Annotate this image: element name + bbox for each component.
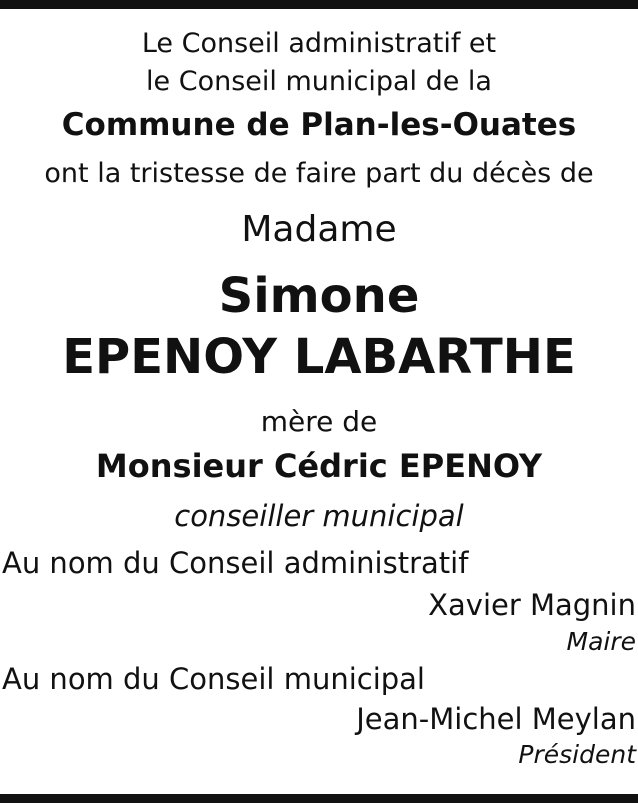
intro-line-1: Le Conseil administratif et (141, 28, 497, 59)
top-border-rule (0, 0, 638, 9)
commune-name: Commune de Plan-les-Ouates (61, 107, 577, 143)
son-name: Monsieur Cédric EPENOY (95, 447, 543, 485)
deceased-last-name: EPENOY LABARTHE (62, 329, 576, 385)
intro-line-2: le Conseil municipal de la (146, 66, 492, 97)
signer-title: Maire (566, 627, 636, 656)
son-role: conseiller municipal (174, 499, 464, 533)
deceased-first-name: Simone (218, 268, 420, 324)
signer-name: Xavier Magnin (428, 588, 636, 622)
signer-name: Jean-Michel Meylan (356, 702, 636, 736)
signer-title: Président (518, 740, 636, 769)
on-behalf-of-administrative-council: Au nom du Conseil administratif (2, 546, 469, 580)
bottom-border-rule (0, 794, 638, 803)
on-behalf-of-municipal-council: Au nom du Conseil municipal (2, 662, 425, 696)
relation-line: mère de (260, 405, 378, 438)
announcement-line: ont la tristesse de faire part du décès de (44, 158, 594, 189)
honorific: Madame (241, 209, 397, 250)
